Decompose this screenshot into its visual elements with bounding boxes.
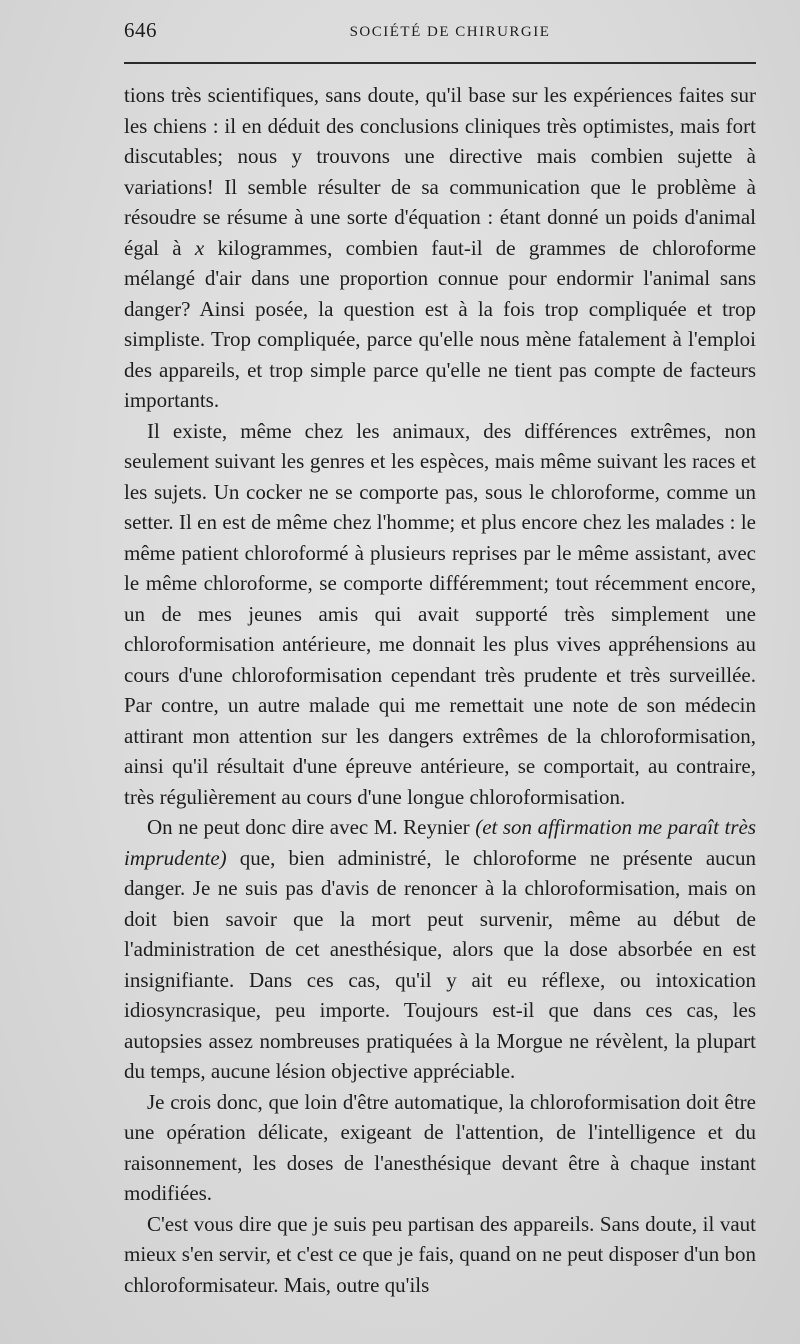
- page-number: 646: [124, 18, 157, 42]
- paragraph-5: C'est vous dire que je suis peu partisan des appareils. Sans doute, il vaut mieux s'en servir, et c'est ce que je fais, quand on ne peut disposer d'un bon chloroformisateur. Mais, outre qu'ils: [124, 1211, 756, 1297]
- paragraph-3-italic: (et son affirmation me paraît très imprudente): [124, 815, 756, 870]
- header-rule: [124, 62, 756, 64]
- paragraph-3-text-before: On ne peut donc dire avec M. Reynier: [147, 815, 470, 839]
- paragraph-1-text: tions très scientifiques, sans doute, qu'il base sur les expériences faites sur les chiens : il en déduit des conclusions cliniques très optimistes, mais fort discutables; nous y trouvons une directive mais combien sujette à variations! Il semble résulter de sa communication que le problème à résoudre se résume à une sorte d'équation : étant donné un poids d'animal égal à: [124, 83, 756, 260]
- paragraph-1: [124, 80, 756, 416]
- paragraph-2: Il existe, même chez les animaux, des différences extrêmes, non seulement suivant les genres et les espèces, mais même suivant les races et les sujets. Un cocker ne se comporte pas, sous le chloroforme, comme un setter. Il en est de même chez l'homme; et plus encore chez les malades : le même patient chloroformé à plusieurs reprises par le même assistant, avec le même chloroforme, se comporte différemment; tout récemment encore, un de mes jeunes amis qui avait supporté très simplement une chloroformisation antérieure, me donnait les plus vives appréhensions au cours d'une chloroformisation cependant très prudente et très surveillée. Par contre, un autre malade qui me remettait une note de son médecin attirant mon attention sur les dangers extrêmes de la chloroformisation, ainsi qu'il résultait d'une épreuve antérieure, se comportait, au contraire, très régulièrement au cours d'une longue chloroformisation.: [124, 418, 756, 809]
- running-head: SOCIÉTÉ DE CHIRURGIE: [349, 24, 551, 40]
- paragraph-3-text: que, bien administré, le chloroforme ne présente aucun danger. Je ne suis pas d'avis de renoncer à la chloroformisation, mais on doit bien savoir que la mort peut survenir, même au début de l'administration de cet anesthésique, alors que la dose absorbée en est insignifiante. Dans ces cas, qu'il y ait eu réflexe, ou intoxication idiosyncrasique, peu importe. Toujours est-il que dans ces cas, les autopsies assez nombreuses pratiquées à la Morgue ne révèlent, la plupart du temps, aucune lésion objective appréciable.: [124, 845, 756, 1083]
- paragraph-1-text-after: kilogrammes, combien faut-il de grammes de chloroforme mélangé d'air dans une proportion connue pour endormir l'animal sans danger? Ainsi posée, la question est à la fois trop compliquée et trop simpliste. Trop compliquée, parce qu'elle nous mène fatalement à l'emploi des appareils, et trop simple parce qu'elle ne tient pas compte de facteurs importants.: [124, 235, 757, 412]
- body-text: [124, 80, 756, 1300]
- page-header: [124, 16, 756, 56]
- math-variable: x: [194, 235, 205, 260]
- paragraph-4: Je crois donc, que loin d'être automatique, la chloroformisation doit être une opération délicate, exigeant de l'attention, de l'intelligence et du raisonnement, les doses de l'anesthésique devant être à chaque instant modifiées.: [124, 1089, 756, 1205]
- paragraph-3: [124, 812, 756, 1087]
